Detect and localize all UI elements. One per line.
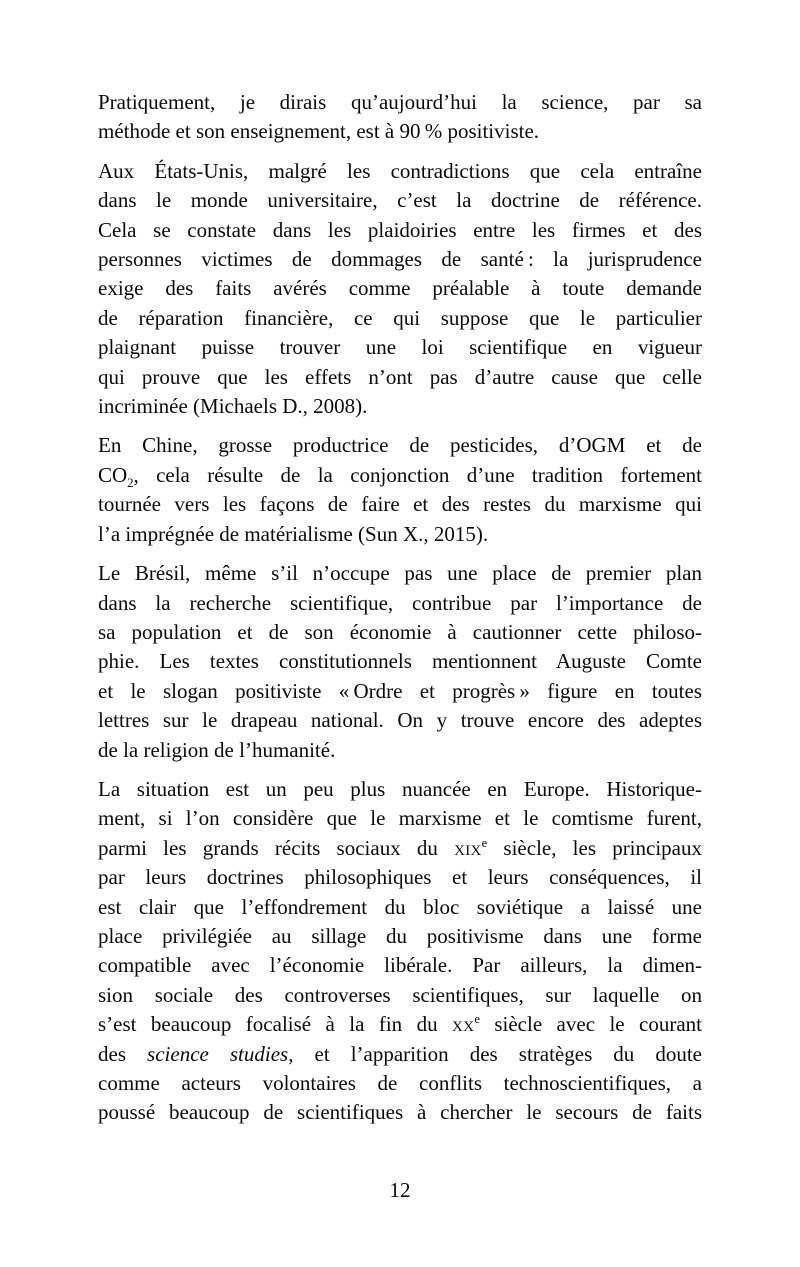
body-text bbox=[98, 88, 702, 1128]
text-line: est clair que l’effondrement du bloc soviétique a laissé une bbox=[98, 894, 702, 919]
text-line: dans le monde universitaire, c’est la doctrine de référence. bbox=[98, 188, 702, 213]
text-line: et le slogan positiviste « Ordre et progrès » figure en toutes bbox=[98, 678, 702, 703]
text-segment-sup: e bbox=[474, 1012, 480, 1027]
text-line: sion sociale des controverses scientifiques, sur laquelle on bbox=[98, 982, 702, 1007]
text-segment: siècle avec le courant bbox=[479, 1012, 703, 1037]
text-line: Pratiquement, je dirais qu’aujourd’hui la science, par sa bbox=[98, 90, 702, 114]
text-line: Le Brésil, même s’il n’occupe pas une place de premier plan bbox=[98, 561, 702, 586]
text-line: Cela se constate dans les plaidoiries entre les firmes et des bbox=[98, 217, 702, 242]
text-line bbox=[98, 834, 702, 863]
text-line bbox=[98, 1010, 702, 1039]
text-line: La situation est un peu plus nuancée en Europe. Historique- bbox=[98, 776, 702, 801]
text-line: tournée vers les façons de faire et des restes du marxisme qui bbox=[98, 492, 702, 517]
text-line: l’a imprégnée de matérialisme (Sun X., 2015). bbox=[98, 521, 489, 546]
text-line: comme acteurs volontaires de conflits technoscientifiques, a bbox=[98, 1071, 702, 1095]
text-line: incriminée (Michaels D., 2008). bbox=[98, 394, 368, 419]
text-segment: s’est beaucoup focalisé à la fin du bbox=[98, 1012, 453, 1037]
text-line: ment, si l’on considère que le marxisme et le comtisme furent, bbox=[98, 806, 702, 831]
text-segment: parmi les grands récits sociaux du bbox=[98, 835, 455, 860]
text-line: personnes victimes de dommages de santé : la jurisprudence bbox=[98, 247, 702, 272]
paragraph bbox=[98, 775, 702, 1128]
text-segment: , et l’apparition des stratèges du doute bbox=[288, 1041, 702, 1066]
paragraph bbox=[98, 559, 702, 765]
text-line bbox=[98, 1040, 702, 1069]
paragraph bbox=[98, 88, 702, 147]
text-line: exige des faits avérés comme préalable à toute demande bbox=[98, 276, 702, 301]
text-segment: , cela résulte de la conjonction d’une tradition fortement bbox=[133, 462, 702, 487]
text-line: sa population et de son économie à cautionner cette philoso- bbox=[98, 619, 702, 644]
text-segment: des bbox=[98, 1041, 148, 1066]
text-line: de la religion de l’humanité. bbox=[98, 737, 336, 762]
paragraph bbox=[98, 431, 702, 549]
text-segment-italic: science studies bbox=[147, 1041, 289, 1066]
text-segment-sub: 2 bbox=[127, 476, 134, 491]
text-segment-smallcaps: xix bbox=[454, 835, 482, 860]
text-line: En Chine, grosse productrice de pesticides, d’OGM et de bbox=[98, 433, 702, 458]
text-line: poussé beaucoup de scientifiques à chercher le secours de faits bbox=[98, 1100, 702, 1125]
text-segment-sup: e bbox=[481, 835, 488, 850]
text-line: place privilégiée au sillage du positivisme dans une forme bbox=[98, 923, 702, 948]
text-line: dans la recherche scientifique, contribue par l’importance de bbox=[98, 590, 702, 615]
text-line bbox=[98, 461, 702, 490]
text-segment-smallcaps: xx bbox=[452, 1012, 475, 1037]
text-line: méthode et son enseignement, est à 90 % positiviste. bbox=[98, 119, 540, 144]
text-segment: siècle, les principaux bbox=[487, 835, 702, 860]
text-line: lettres sur le drapeau national. On y trouve encore des adeptes bbox=[98, 708, 702, 733]
text-segment: CO bbox=[98, 462, 128, 487]
text-line: qui prouve que les effets n’ont pas d’autre cause que celle bbox=[98, 364, 702, 389]
text-line: compatible avec l’économie libérale. Par ailleurs, la dimen- bbox=[98, 953, 702, 978]
text-line: Aux États-Unis, malgré les contradictions que cela entraîne bbox=[98, 158, 702, 183]
page-number: 12 bbox=[389, 1178, 411, 1202]
text-line: phie. Les textes constitutionnels mentionnent Auguste Comte bbox=[98, 649, 702, 674]
text-line: de réparation financière, ce qui suppose que le particulier bbox=[98, 305, 702, 330]
text-line: plaignant puisse trouver une loi scientifique en vigueur bbox=[98, 335, 702, 360]
paragraph bbox=[98, 157, 702, 422]
text-line: par leurs doctrines philosophiques et leurs conséquences, il bbox=[98, 865, 702, 890]
